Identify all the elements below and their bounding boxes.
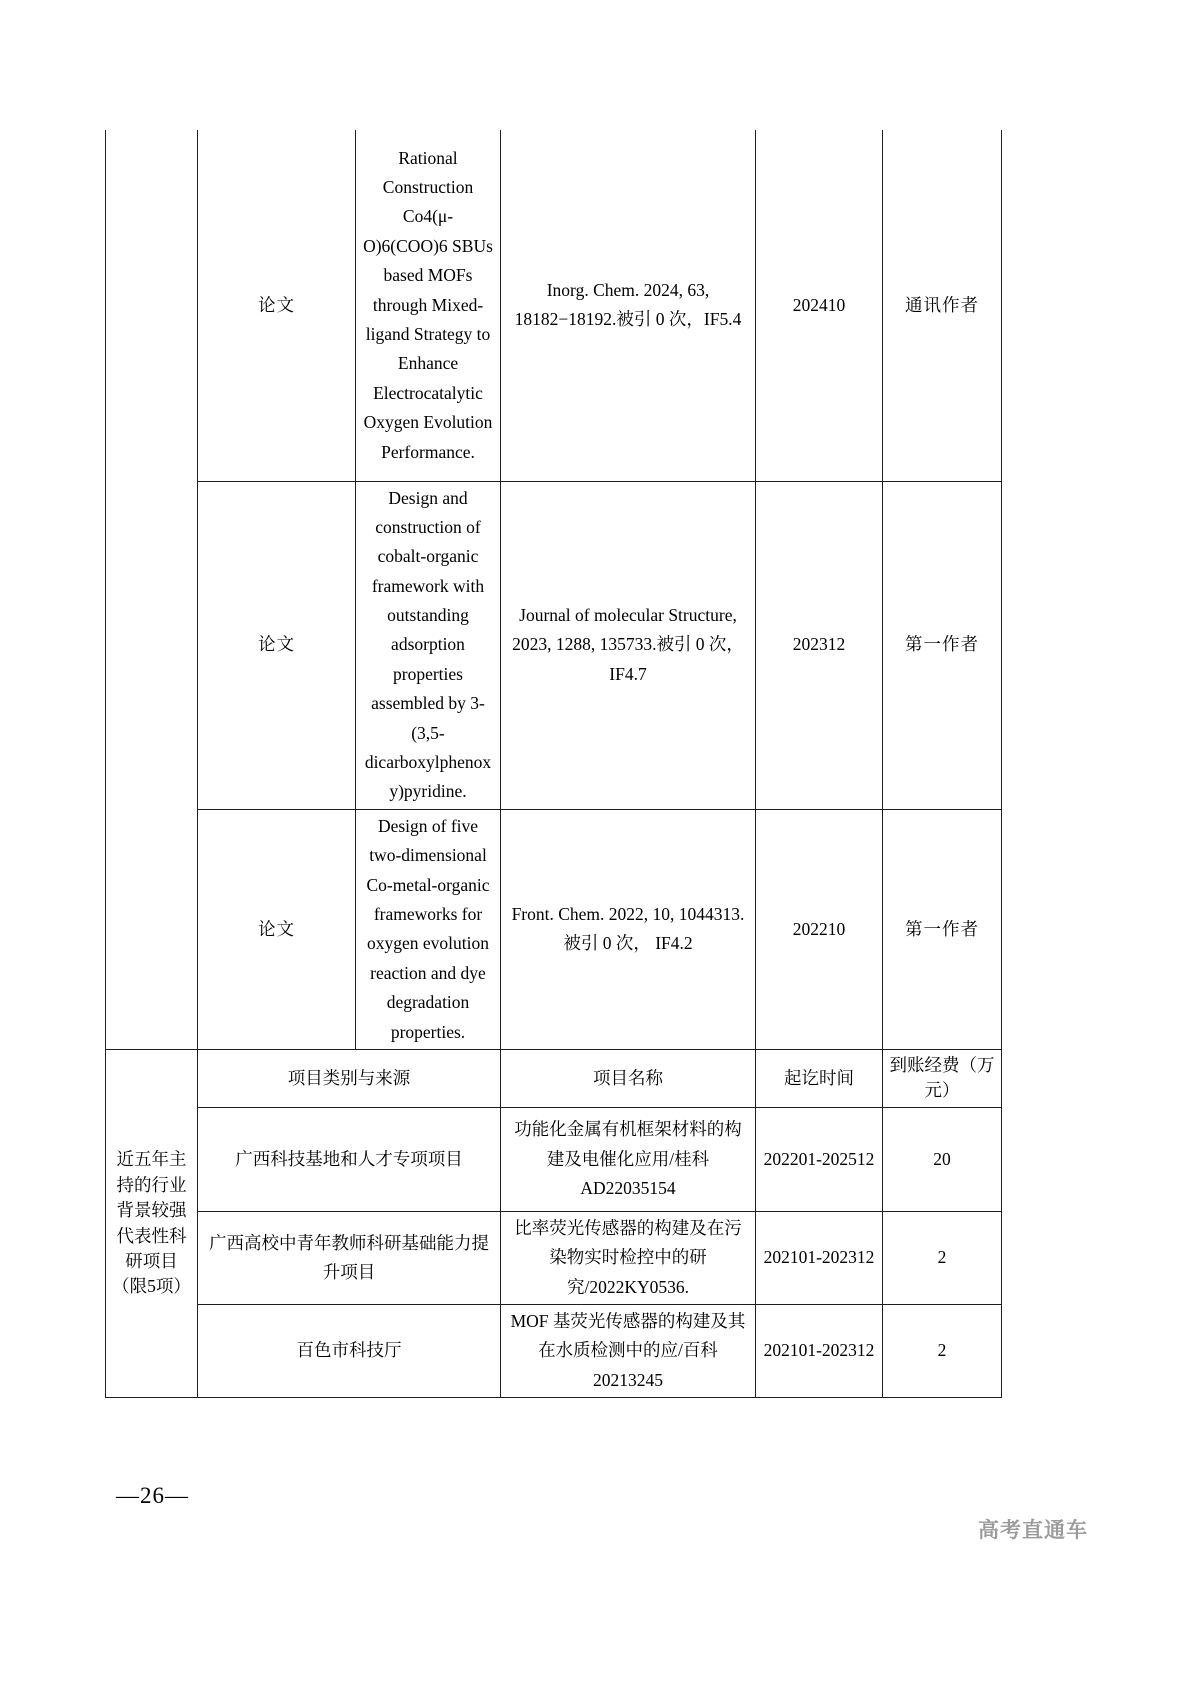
header-project-period: 起讫时间 xyxy=(756,1049,883,1107)
project-row xyxy=(106,1305,1002,1398)
achievements-projects-table xyxy=(105,130,1002,1398)
project-row xyxy=(106,1211,1002,1304)
paper-title-cell: Design and construction of cobalt-organic framework with outstanding adsorption properties assembled by 3-(3,5-dicarboxylphenoxy)pyridine. xyxy=(356,481,501,809)
paper-type-cell: 论文 xyxy=(198,809,356,1049)
paper-role-cell: 通讯作者 xyxy=(883,130,1002,481)
header-project-category: 项目类别与来源 xyxy=(198,1049,501,1107)
watermark-text: 高考直通车 xyxy=(978,1519,1088,1542)
paper-date-cell: 202312 xyxy=(756,481,883,809)
project-funding-cell: 2 xyxy=(883,1305,1002,1398)
project-name-cell: 功能化金属有机框架材料的构建及电催化应用/桂科 AD22035154 xyxy=(501,1107,756,1211)
project-period-cell: 202101-202312 xyxy=(756,1211,883,1304)
header-project-funding: 到账经费（万元） xyxy=(883,1049,1002,1107)
paper-type-cell: 论文 xyxy=(198,481,356,809)
paper-date-cell: 202410 xyxy=(756,130,883,481)
paper-row xyxy=(106,130,1002,481)
project-category-cell: 广西高校中青年教师科研基础能力提升项目 xyxy=(198,1211,501,1304)
paper-title-cell: Rational Construction Co4(μ-O)6(COO)6 SBUs based MOFs through Mixed-ligand Strategy to Enhance Electrocatalytic Oxygen Evolution Performance. xyxy=(356,130,501,481)
paper-row xyxy=(106,481,1002,809)
project-row xyxy=(106,1107,1002,1211)
paper-role-cell: 第一作者 xyxy=(883,481,1002,809)
project-category-cell: 广西科技基地和人才专项项目 xyxy=(198,1107,501,1211)
paper-date-cell: 202210 xyxy=(756,809,883,1049)
paper-journal-cell: Front. Chem. 2022, 10, 1044313.被引 0 次， IF4.2 xyxy=(501,809,756,1049)
project-name-cell: MOF 基荧光传感器的构建及其在水质检测中的应/百科 20213245 xyxy=(501,1305,756,1398)
projects-header-row xyxy=(106,1049,1002,1107)
papers-section-label-cell xyxy=(106,130,198,1049)
paper-journal-cell: Journal of molecular Structure, 2023, 1288, 135733.被引 0 次， IF4.7 xyxy=(501,481,756,809)
project-funding-cell: 20 xyxy=(883,1107,1002,1211)
project-funding-cell: 2 xyxy=(883,1211,1002,1304)
paper-title-cell: Design of five two-dimensional Co-metal-organic frameworks for oxygen evolution reaction and dye degradation properties. xyxy=(356,809,501,1049)
header-project-name: 项目名称 xyxy=(501,1049,756,1107)
page-number: —26— xyxy=(116,1483,189,1508)
paper-row xyxy=(106,809,1002,1049)
project-period-cell: 202201-202512 xyxy=(756,1107,883,1211)
paper-journal-cell: Inorg. Chem. 2024, 63, 18182−18192.被引 0 次，IF5.4 xyxy=(501,130,756,481)
paper-role-cell: 第一作者 xyxy=(883,809,1002,1049)
project-period-cell: 202101-202312 xyxy=(756,1305,883,1398)
project-name-cell: 比率荧光传感器的构建及在污染物实时检控中的研究/2022KY0536. xyxy=(501,1211,756,1304)
project-category-cell: 百色市科技厅 xyxy=(198,1305,501,1398)
paper-type-cell: 论文 xyxy=(198,130,356,481)
projects-section-label: 近五年主持的行业背景较强代表性科研项目（限5项） xyxy=(106,1049,198,1397)
